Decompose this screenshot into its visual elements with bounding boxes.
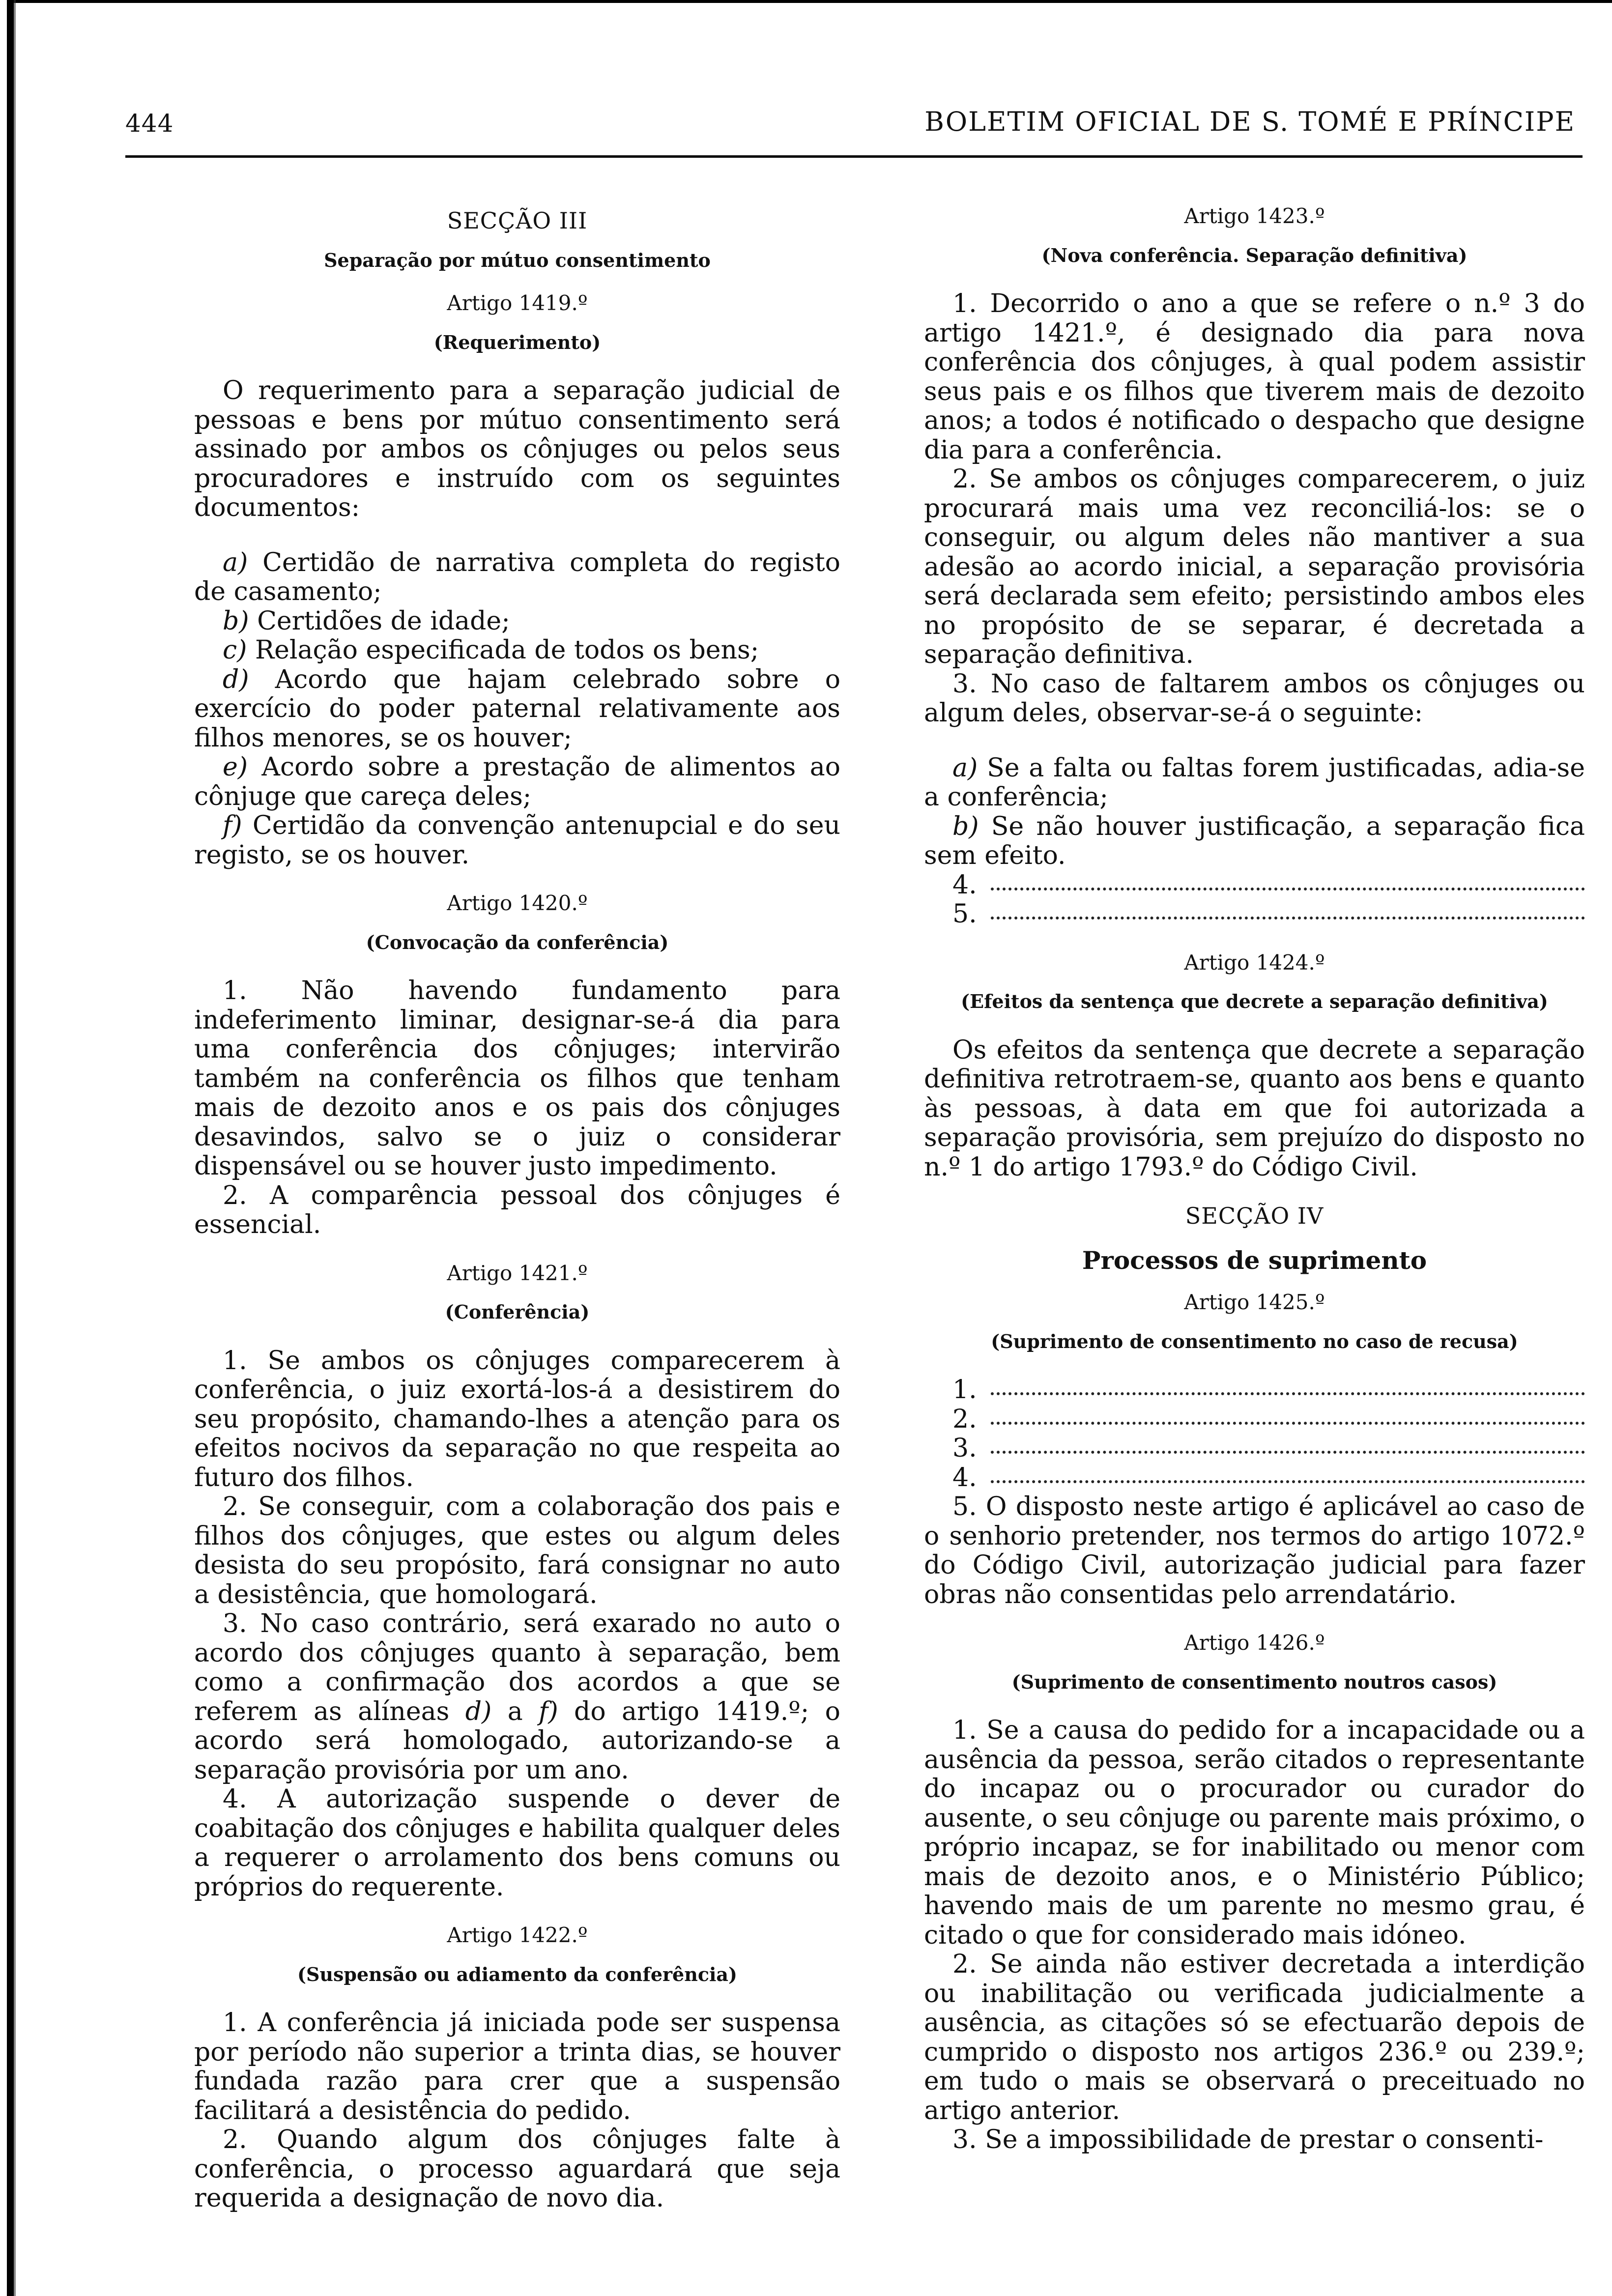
article-number: Artigo 1420.º <box>447 891 588 915</box>
paragraph: 3. No caso de faltarem ambos os cônjuges ou algum deles, observar-se-á o seguinte: <box>924 669 1585 728</box>
dotted-leader <box>991 1451 1585 1454</box>
article-heading: (Nova conferência. Separação definitiva) <box>1041 244 1468 266</box>
dotted-leader <box>991 1480 1585 1483</box>
item-letter: f) <box>223 811 242 840</box>
article-intro: O requerimento para a separação judicial de pessoas e bens por mútuo consentimento será assinado por ambos os cônjuges ou pelos seus procuradores e instruído com os seguintes documentos: <box>194 376 840 522</box>
page-number: 444 <box>125 109 174 138</box>
article-1421 <box>194 1259 840 1902</box>
paragraph-number: 5. <box>952 899 977 929</box>
omitted-paragraph <box>924 871 1585 900</box>
item-text: Se a falta ou faltas forem justificadas, adia-se a conferência; <box>924 753 1585 812</box>
item-letter: c) <box>223 635 247 665</box>
list-item <box>194 636 840 665</box>
paragraph: 2. Quando algum dos cônjuges falte à conferência, o processo aguardará que seja requerida a designação de novo dia. <box>194 2125 840 2213</box>
section-name: Separação por mútuo consentimento <box>324 249 711 271</box>
paragraph <box>194 1609 840 1785</box>
paragraph: 2. Se ambos os cônjuges comparecerem, o juiz procurará mais uma vez reconciliá-los: se o conseguir, ou algum deles não mantiver a sua adesão ao acordo inicial, a separação provisória será declarada sem efeito; persistindo ambos eles no propósito de se separar, é decretada a separação definitiva. <box>924 464 1585 669</box>
list-item <box>924 812 1585 871</box>
item-reference: d) <box>465 1696 492 1726</box>
section-number: SECÇÃO IV <box>1185 1203 1324 1229</box>
article-heading: (Requerimento) <box>433 331 601 353</box>
omitted-paragraph <box>924 1405 1585 1435</box>
article-1419 <box>194 288 840 870</box>
list-item <box>194 665 840 753</box>
paragraph: 3. Se a impossibilidade de prestar o consenti- <box>952 2125 1544 2154</box>
item-text: Certidão de narrativa completa do registo de casamento; <box>194 547 840 606</box>
journal-title: BOLETIM OFICIAL DE S. TOMÉ E PRÍNCIPE <box>924 106 1575 137</box>
paragraph: 1. Se a causa do pedido for a incapacidade ou a ausência da pessoa, serão citados o representante do incapaz ou o procurador ou curador do ausente, o seu cônjuge ou parente mais próximo, o próprio incapaz, se for inabilitado ou menor com mais de dezoito anos, e o Ministério Público; havendo mais de um parente no mesmo grau, é citado o que for considerado mais idóneo. <box>924 1716 1585 1950</box>
item-letter: a) <box>223 547 248 577</box>
omitted-paragraph <box>924 1464 1585 1493</box>
omitted-paragraph <box>924 1376 1585 1405</box>
section-name: Processos de suprimento <box>1082 1245 1427 1275</box>
paragraph-number: 4. <box>952 870 977 900</box>
item-text: Se não houver justificação, a separação fica sem efeito. <box>924 811 1585 870</box>
item-letter: a) <box>952 753 978 783</box>
spacer <box>194 523 840 548</box>
article-number: Artigo 1422.º <box>447 1923 588 1947</box>
spacer <box>924 728 1585 754</box>
article-heading: (Conferência) <box>445 1301 590 1323</box>
omitted-paragraph <box>924 1434 1585 1464</box>
scan-border-left <box>7 0 14 2296</box>
paragraph: 2. A comparência pessoal dos cônjuges é essencial. <box>194 1180 840 1239</box>
article-heading: (Efeitos da sentença que decrete a separação definitiva) <box>961 990 1548 1012</box>
paragraph: 1. Se ambos os cônjuges comparecerem à conferência, o juiz exortá-los-á a desistirem do seu propósito, chamando-lhes a atenção para os efeitos nocivos da separação no que respeita ao futuro dos filhos. <box>194 1346 840 1492</box>
header-rule <box>125 155 1583 158</box>
scan-border-shadow <box>14 0 16 2296</box>
article-number: Artigo 1426.º <box>1184 1631 1325 1655</box>
paragraph-number: 2. <box>952 1404 977 1434</box>
paragraph-number: 1. <box>952 1375 977 1405</box>
article-1422 <box>194 1921 840 2213</box>
article-heading: (Suspensão ou adiamento da conferência) <box>297 1963 738 1985</box>
list-item <box>924 754 1585 812</box>
paragraph: 2. Se ainda não estiver decretada a interdição ou inabilitação ou verificada judicialmente a ausência, as citações só se efectuarão depois de cumprido o disposto nos artigos 236.º ou 239.º; em tudo o mais se observará o preceituado no artigo anterior. <box>924 1950 1585 2125</box>
paragraph-number: 4. <box>952 1463 977 1492</box>
list-item <box>194 753 840 811</box>
dotted-leader <box>991 917 1585 919</box>
article-1420 <box>194 889 840 1240</box>
article-1426 <box>924 1628 1585 2155</box>
article-heading: (Convocação da conferência) <box>366 931 669 953</box>
paragraph: 2. Se conseguir, com a colaboração dos pais e filhos dos cônjuges, que estes ou algum deles desista do seu propósito, fará consignar no auto a desistência, que homologará. <box>194 1492 840 1609</box>
article-number: Artigo 1424.º <box>1184 950 1325 975</box>
item-letter: d) <box>223 664 249 694</box>
article-1425 <box>924 1288 1585 1609</box>
article-1424 <box>924 948 1585 1182</box>
item-text: Certidão da convenção antenupcial e do seu registo, se os houver. <box>194 811 840 870</box>
item-text: Acordo sobre a prestação de alimentos ao cônjuge que careça deles; <box>194 752 840 811</box>
article-1423 <box>924 201 1585 929</box>
article-heading: (Suprimento de consentimento noutros casos) <box>1011 1670 1497 1693</box>
paragraph-number: 3. <box>952 1434 977 1463</box>
article-number: Artigo 1425.º <box>1184 1290 1325 1314</box>
text: 3. No caso contrário, será exarado no auto o acordo dos cônjuges quanto à separação, bem como a confirmação dos acordos a que se referem as alíneas <box>194 1609 840 1726</box>
item-letter: b) <box>952 811 979 841</box>
dotted-leader <box>991 1392 1585 1395</box>
item-letter: b) <box>223 606 249 636</box>
left-column <box>194 197 840 2213</box>
article-number: Artigo 1421.º <box>447 1261 588 1285</box>
scan-border-top <box>7 0 1612 3</box>
list-item <box>194 607 840 636</box>
omitted-paragraph <box>924 900 1585 929</box>
article-number: Artigo 1419.º <box>447 291 588 315</box>
list-item <box>194 811 840 870</box>
text: a <box>491 1696 539 1726</box>
item-text: Relação especificada de todos os bens; <box>247 635 759 665</box>
paragraph: 1. A conferência já iniciada pode ser suspensa por período não superior a trinta dias, se houver fundada razão para crer que a suspensão facilitará a desistência do pedido. <box>194 2008 840 2125</box>
dotted-leader <box>991 888 1585 890</box>
article-heading: (Suprimento de consentimento no caso de recusa) <box>991 1330 1518 1352</box>
item-text: Certidões de idade; <box>249 606 510 636</box>
item-text: Acordo que hajam celebrado sobre o exercício do poder paternal relativamente aos filhos menores, se os houver; <box>194 664 840 753</box>
right-column <box>924 197 1585 2155</box>
text: do artigo 1419.º; o acordo será homologado, autorizando-se a separação provisória por um ano. <box>194 1696 840 1785</box>
article-number: Artigo 1423.º <box>1184 204 1325 228</box>
item-letter: e) <box>223 752 248 782</box>
paragraph: 4. A autorização suspende o dever de coabitação dos cônjuges e habilita qualquer deles a requerer o arrolamento dos bens comuns ou próprios do requerente. <box>194 1784 840 1902</box>
paragraph: 1. Decorrido o ano a que se refere o n.º 3 do artigo 1421.º, é designado dia para nova conferência dos cônjuges, à qual podem assistir seus pais e os filhos que tiverem mais de dezoito anos; a todos é notificado o despacho que designe dia para a conferência. <box>924 289 1585 465</box>
paragraph: Os efeitos da sentença que decrete a separação definitiva retrotraem-se, quanto aos bens e quanto às pessoas, à data em que foi autorizada a separação provisória, sem prejuízo do disposto no n.º 1 do artigo 1793.º do Código Civil. <box>924 1035 1585 1182</box>
dotted-leader <box>991 1422 1585 1425</box>
item-reference: f) <box>539 1696 558 1726</box>
paragraph: 1. Não havendo fundamento para indeferimento liminar, designar-se-á dia para uma conferência dos cônjuges; intervirão também na conferência os filhos que tenham mais de dezoito anos e os pais dos cônjuges desavindos, salvo se o juiz o considerar dispensável ou se houver justo impedimento. <box>194 976 840 1181</box>
paragraph: 5. O disposto neste artigo é aplicável ao caso de o senhorio pretender, nos termos do artigo 1072.º do Código Civil, autorização judicial para fazer obras não consentidas pelo arrendatário. <box>924 1492 1585 1609</box>
section-number: SECÇÃO III <box>447 207 588 234</box>
list-item <box>194 548 840 607</box>
